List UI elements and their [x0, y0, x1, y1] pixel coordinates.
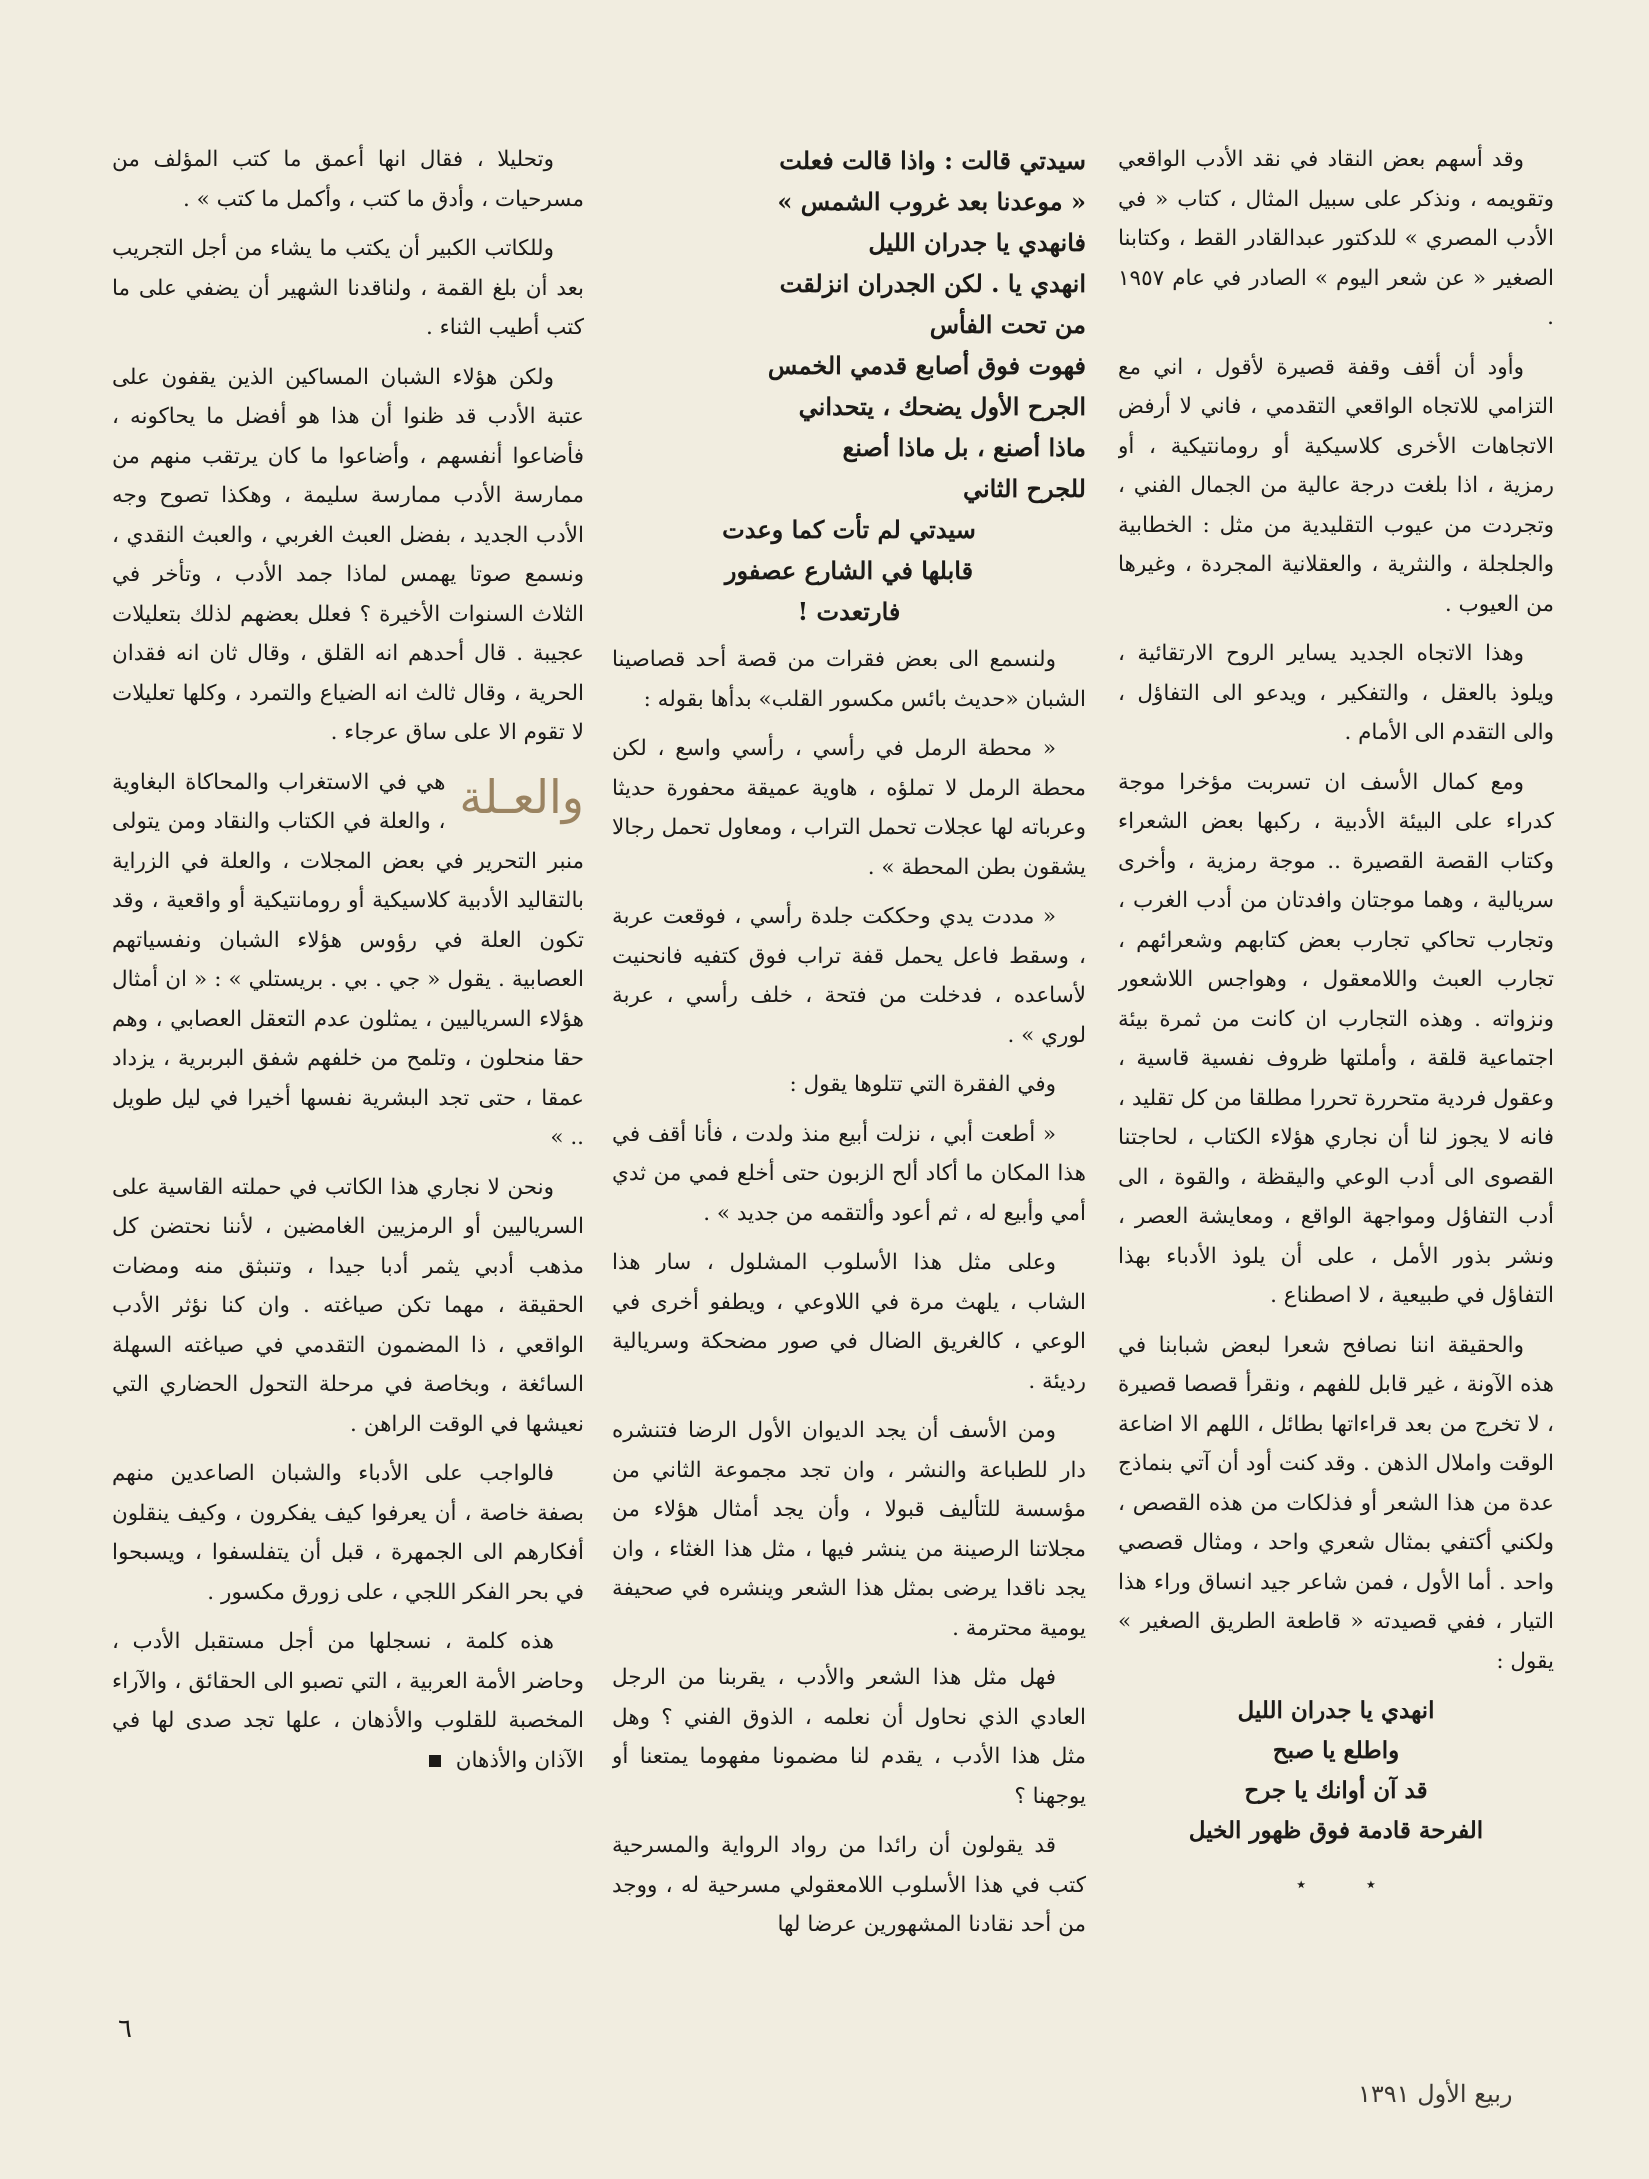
poem-line: انهدي يا . لكن الجدران انزلقت [779, 269, 1086, 298]
poem-line: سيدتي لم تأت كما وعدت [722, 515, 976, 544]
poem-excerpt-1 [1118, 1691, 1554, 1851]
poem-line: فهوت فوق أصابع قدمي الخمس [767, 351, 1086, 380]
article-column-right [1118, 140, 1554, 2040]
paragraph: ونحن لا نجاري هذا الكاتب في حملته القاسية على السرياليين أو الرمزيين الغامضين ، لأننا نحتضن كل مذهب أدبي يثمر أدبا جيدا ، وتنبثق منه ومضات الحقيقة ، مهما تكن صياغته . وان كنا نؤثر الأدب الواقعي ، ذا المضمون التقدمي في صياغته السهلة السائغة ، وبخاصة في مرحلة التحول الحضاري التي نعيشها في الوقت الراهن . [112, 1174, 584, 1437]
paragraph: فهل مثل هذا الشعر والأدب ، يقربنا من الرجل العادي الذي نحاول أن نعلمه ، الذوق الفني ؟ وهل مثل هذا الأدب ، يقدم لنا مضمونا مفهوما يمتعنا أو يوجهنا ؟ [612, 1665, 1086, 1809]
issue-date: ربيع الأول ١٣٩١ [1358, 2080, 1513, 2108]
article-column-left [112, 140, 584, 2040]
paragraph: « مددت يدي وحككت جلدة رأسي ، فوقعت عربة ، وسقط فاعل يحمل قفة تراب فوق كتفيه فانحنيت لأساعده ، فدخلت من فتحة ، خلف رأسي ، عربة لوري » . [612, 904, 1086, 1048]
paragraph: وعلى مثل هذا الأسلوب المشلول ، سار هذا الشاب ، يلهث مرة في اللاوعي ، ويطفو أخرى في الوعي ، كالغريق الضال في صور مضحكة وسريالية رديئة . [612, 1250, 1086, 1394]
poem-line: من تحت الفأس [929, 310, 1086, 339]
poem-line: الفرحة قادمة فوق ظهور الخيل [1188, 1817, 1484, 1844]
poem-line: سيدتي قالت : واذا قالت فعلت [779, 146, 1086, 175]
paragraph: « أطعت أبي ، نزلت أبيع منذ ولدت ، فأنا أقف في هذا المكان ما أكاد ألح الزبون حتى أخلع فمي من ثدي أمي وأبيع له ، ثم أعود وألتقمه من جديد » . [612, 1121, 1086, 1226]
side-heading-block [112, 763, 584, 1158]
paragraph: هي في الاستغراب والمحاكاة البغاوية ، والعلة في الكتاب والنقاد ومن يتولى منبر التحرير في بعض المجلات ، والعلة في الزراية بالتقاليد الأدبية كلاسيكية أو رومانتيكية أو واقعية ، وقد تكون العلة في رؤوس هؤلاء الشبان ونفسياتهم العصابية . يقول « جي . بي . بريستلي » : « ان أمثال هؤلاء السرياليين ، يمثلون عدم التعقل العصابي ، وهم حقا منحلون ، وتلمح من خلفهم شفق البربرية ، يزداد عمقا ، حتى تجد البشرية نفسها أخيرا في ليل طويل .. » [112, 769, 584, 1150]
paragraph: وتحليلا ، فقال انها أعمق ما كتب المؤلف من مسرحيات ، وأدق ما كتب ، وأكمل ما كتب » . [112, 147, 584, 212]
star-icon: ٭ [1296, 1874, 1306, 1895]
poem-line: « موعدنا بعد غروب الشمس » [777, 187, 1086, 216]
paragraph [112, 1622, 584, 1780]
article-column-middle [612, 140, 1086, 2040]
page-number: ٦ [118, 2014, 132, 2044]
paragraph: وفي الفقرة التي تتلوها يقول : [789, 1072, 1056, 1097]
closing-paragraph-text: هذه كلمة ، نسجلها من أجل مستقبل الأدب ، وحاضر الأمة العربية ، التي تصبو الى الحقائق ، والآراء المخصبة للقلوب والأذهان ، علها تجد صدى لها في الآذان والأذهان [112, 1629, 584, 1773]
paragraph: قد يقولون أن رائدا من رواد الرواية والمسرحية كتب في هذا الأسلوب اللامعقولي مسرحية له ، ووجد من أحد نقادنا المشهورين عرضا لها [612, 1833, 1086, 1937]
poem-line: ماذا أصنع ، بل ماذا أصنع [842, 433, 1086, 462]
paragraph: « محطة الرمل في رأسي ، رأسي واسع ، لكن محطة الرمل لا تملؤه ، هاوية عميقة محفورة حديثا وعرباته لها عجلات تحمل التراب ، ومعاول تحمل رجالا يشقون بطن المحطة » . [612, 736, 1086, 880]
paragraph: ومن الأسف أن يجد الديوان الأول الرضا فتنشره دار للطباعة والنشر ، وان تجد مجموعة الثاني من مؤسسة للتأليف قبولا ، وأن يجد أمثال هؤلاء من مجلاتنا الرصينة من ينشر فيها ، مثل هذا الغثاء ، وان يجد ناقدا يرضى بمثل هذا الشعر وينشره في صحيفة يومية محترمة . [612, 1418, 1086, 1641]
paragraph: وقد أسهم بعض النقاد في نقد الأدب الواقعي وتقويمه ، ونذكر على سبيل المثال ، كتاب « في الأدب المصري » للدكتور عبدالقادر القط ، وكتابنا الصغير « عن شعر اليوم » الصادر في عام ١٩٥٧ . [1118, 147, 1554, 330]
ornament-stars [1118, 1865, 1554, 1905]
paragraph: والحقيقة اننا نصافح شعرا لبعض شبابنا في هذه الآونة ، غير قابل للفهم ، ونقرأ قصصا قصيرة ، لا تخرج من بعد قراءاتها بطائل ، اللهم الا اضاعة الوقت واملال الذهن . وقد كنت أود أن آتي بنماذج عدة من هذا الشعر أو فذلكات من هذه القصص ، ولكني أكتفي بمثال شعري واحد ، ومثال قصصي واحد . أما الأول ، فمن شاعر جيد انساق وراء هذا التيار ، ففي قصيدته « قاطعة الطريق الصغير » يقول : [1118, 1332, 1554, 1674]
poem-line: فارتعدت ! [797, 597, 901, 626]
poem-line: الجرح الأول يضحك ، يتحداني [798, 392, 1086, 421]
paragraph: وللكاتب الكبير أن يكتب ما يشاء من أجل التجريب بعد أن بلغ القمة ، ولناقدنا الشهير أن يضفي على ما كتب أطيب الثناء . [112, 236, 584, 340]
end-mark-icon [429, 1755, 441, 1767]
side-heading: والعـلة [459, 769, 584, 824]
paragraph: فالواجب على الأدباء والشبان الصاعدين منهم بصفة خاصة ، أن يعرفوا كيف يفكرون ، وكيف ينقلون أفكارهم الى الجمهرة ، قبل أن يتفلسفوا ، ويسبحوا في بحر الفكر اللجي ، على زورق مكسور . [112, 1461, 584, 1605]
poem-excerpt-2 [612, 140, 1086, 632]
poem-line: قابلها في الشارع عصفور [724, 556, 974, 585]
paragraph: ولكن هؤلاء الشبان المساكين الذين يقفون على عتبة الأدب قد ظنوا أن هذا هو أفضل ما يحاكونه ، فأضاعوا أنفسهم ، وأضاعوا ما كان يرتقب منهم من ممارسة الأدب ممارسة سليمة ، وهكذا تصوح وجه الأدب الجديد ، بفضل العبث الغربي ، والعبث النقدي ، ونسمع صوتا يهمس لماذا جمد الأدب ، وتأخر في الثلاث السنوات الأخيرة ؟ فعلل بعضهم لذلك بتعليلات عجيبة . قال أحدهم انه القلق ، وقال ثان انه فقدان الحرية ، وقال ثالث انه الضياع والتمرد ، وكلها تعليلات لا تقوم الا على ساق عرجاء . [112, 364, 584, 745]
poem-line: واطلع يا صبح [1272, 1737, 1400, 1764]
paragraph: ومع كمال الأسف ان تسربت مؤخرا موجة كدراء على البيئة الأدبية ، ركبها بعض الشعراء وكتاب القصة القصيرة .. موجة رمزية ، وأخرى سريالية ، وهما موجتان وافدتان من أدب الغرب ، وتجارب تحاكي تجارب بعض كتابهم وشعرائهم ، تجارب العبث واللامعقول ، وهواجس اللاشعور ونزواته . وهذه التجارب ان كانت من ثمرة بيئة اجتماعية قلقة ، وأملتها ظروف نفسية قاسية ، وعقول فردية متحررة تحررا مطلقا من كل تقليد ، فانه لا يجوز لنا أن نجاري هؤلاء الكتاب ، لحاجتنا القصوى الى أدب الوعي واليقظة ، والقوة ، الى أدب التفاؤل ومواجهة الواقع ، ومعايشة العصر ، ونشر بذور الأمل ، على أن يلوذ الأدباء بهذا التفاؤل في طبيعية ، لا اصطناع . [1118, 769, 1554, 1308]
paragraph: وهذا الاتجاه الجديد يساير الروح الارتقائية ، ويلوذ بالعقل ، والتفكير ، ويدعو الى التفاؤل ، والى التقدم الى الأمام . [1118, 641, 1554, 745]
star-icon: ٭ [1366, 1874, 1376, 1895]
poem-line: للجرح الثاني [962, 474, 1086, 503]
poem-line: انهدي يا جدران الليل [1237, 1697, 1435, 1724]
poem-line: فانهدي يا جدران الليل [868, 228, 1086, 257]
paragraph: وأود أن أقف وقفة قصيرة لأقول ، اني مع التزامي للاتجاه الواقعي التقدمي ، فاني لا أرفض الاتجاهات الأخرى كلاسيكية أو رومانتيكية ، أو رمزية ، اذا بلغت درجة عالية من الجمال الفني ، وتجردت من عيوب التقليدية من مثل : الخطابية والجلجلة ، والنثرية ، والعقلانية المجردة ، وغيرها من العيوب . [1118, 354, 1554, 617]
poem-line: قد آن أوانك يا جرح [1244, 1777, 1428, 1804]
paragraph: ولنسمع الى بعض فقرات من قصة أحد قصاصينا الشبان «حديث بائس مكسور القلب» بدأها بقوله : [612, 647, 1086, 712]
